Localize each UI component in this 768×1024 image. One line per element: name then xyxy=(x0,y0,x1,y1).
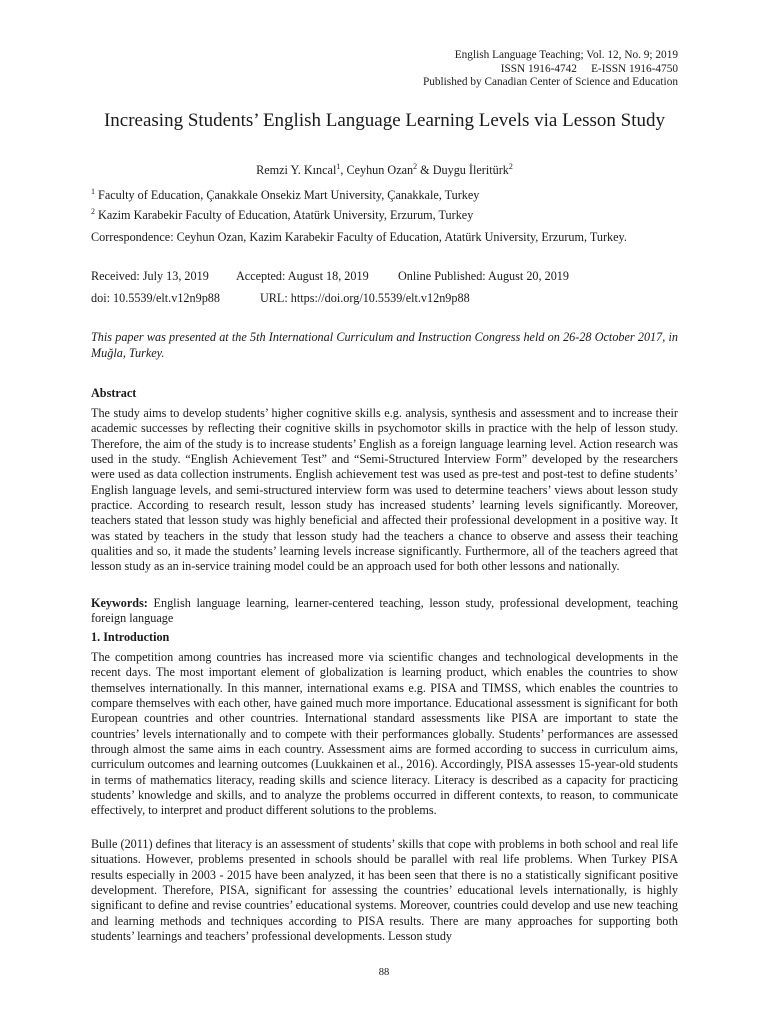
affiliation-mark: 1 xyxy=(91,186,95,196)
issn-line: ISSN 1916-4742 E-ISSN 1916-4750 xyxy=(500,62,678,75)
author-separator: & xyxy=(417,163,433,177)
affiliation-text: Kazim Karabekir Faculty of Education, Atatürk University, Erzurum, Turkey xyxy=(95,208,474,222)
doi-url-link[interactable]: URL: https://doi.org/10.5539/elt.v12n9p88 xyxy=(260,291,470,305)
author-list xyxy=(91,163,678,178)
introduction-heading: 1. Introduction xyxy=(91,630,170,644)
introduction-paragraph: Bulle (2011) defines that literacy is an assessment of students’ skills that cope with problems in both school and real life situations. However, problems presented in schools should be parallel with real life problems. When Turkey PISA results especially in 2003 - 2015 have been analyzed, it has been seen that there is no a statistically significant positive development. Therefore, PISA, significant for assessing the countries’ educational levels internationally, is highly significant to define and revise countries’ educational systems. Moreover, countries could develop and use new teaching and learning methods and techniques according to PISA results. There are many approaches for supporting both students’ learnings and teachers’ professional developments. Lesson study xyxy=(91,837,678,944)
keywords xyxy=(91,596,678,627)
paper-title: Increasing Students’ English Language Learning Levels via Lesson Study xyxy=(103,110,666,131)
doi-row xyxy=(91,291,470,306)
keywords-text: English language learning, learner-centered teaching, lesson study, professional development, teaching foreign language xyxy=(91,596,678,626)
publication-dates xyxy=(91,269,569,284)
correspondence: Correspondence: Ceyhun Ozan, Kazim Karabekir Faculty of Education, Atatürk University, Erzurum, Turkey. xyxy=(91,230,627,244)
accepted-date: Accepted: August 18, 2019 xyxy=(236,269,369,283)
author-name: Duygu İleritürk xyxy=(432,163,509,177)
abstract-text: The study aims to develop students’ higher cognitive skills e.g. analysis, synthesis and assessment and to increase their academic successes by reflecting their cognitive skills in psychomotor skills in practice with the help of lesson study. Therefore, the aim of the study is to increase students’ English as a foreign language learning level. Action research was used in the study. “English Achievement Test” and “Semi-Structured Interview Form” developed by the researchers were used as data collection instruments. English achievement test was used as pre-test and post-test to define students’ English language levels, and semi-structured interview form was used to determine teachers’ views about lesson study practice. According to research result, lesson study has increased students’ learning levels significantly. Moreover, teachers stated that lesson study was highly beneficial and affected their professional development in a positive way. It was stated by teachers in the study that lesson study had the teachers a chance to observe and assess their teaching qualities and so, it made the students’ learning levels increase significantly. Furthermore, all of the teachers agreed that lesson study as an in-service training model could be an approach used for both other lessons and nationally. xyxy=(91,406,678,574)
received-date: Received: July 13, 2019 xyxy=(91,269,209,283)
journal-header xyxy=(423,49,678,90)
affiliation-mark: 2 xyxy=(91,206,95,216)
affiliation-2 xyxy=(91,208,473,223)
author-affiliation-mark: 2 xyxy=(413,161,418,171)
keywords-label: Keywords: xyxy=(91,596,148,610)
author-name: Remzi Y. Kıncal xyxy=(256,163,337,177)
published-date: Online Published: August 20, 2019 xyxy=(398,269,569,283)
journal-line: English Language Teaching; Vol. 12, No. 9; 2019 xyxy=(454,49,678,61)
abstract-heading: Abstract xyxy=(91,386,137,400)
doi-text: doi: 10.5539/elt.v12n9p88 xyxy=(91,291,220,305)
page-number: 88 xyxy=(378,967,390,978)
affiliation-text: Faculty of Education, Çanakkale Onsekiz Mart University, Çanakkale, Turkey xyxy=(95,188,480,202)
author-affiliation-mark: 2 xyxy=(508,161,513,171)
author-name: Ceyhun Ozan xyxy=(346,163,414,177)
author-separator: , xyxy=(340,163,347,177)
introduction-paragraph: The competition among countries has increased more via scientific changes and technological developments in the recent days. The most important element of globalization is learning product, which enables the countries to show themselves internationally. In this manner, international exams e.g. PISA and TIMSS, which enables the countries to compare themselves with each other, have gained much more importance. Educational assessment is significant for both European countries and other countries. International standard assessments like PISA are important to state the countries’ levels internationally and to compete with their performances globally. Students’ performances are assessed through almost the same aims in each country. Assessment aims are formed according to success in curriculum aims, curriculum outcomes and learning outcomes (Luukkainen et al., 2016). Accordingly, PISA assesses 15-year-old students in terms of mathematics literacy, reading skills and science literacy. Literacy is described as a capacity for practicing students’ knowledge and skills, and to analyze the problems occurred in different contexts, to reason, to communicate effectively, to interpret and product different solutions to the problems. xyxy=(91,650,678,818)
affiliation-1 xyxy=(91,188,479,203)
author-affiliation-mark: 1 xyxy=(336,161,341,171)
presentation-note: This paper was presented at the 5th International Curriculum and Instruction Congress held on 26-28 October 2017, in Muğla, Turkey. xyxy=(91,330,678,360)
publisher-line: Published by Canadian Center of Science and Education xyxy=(422,76,678,89)
